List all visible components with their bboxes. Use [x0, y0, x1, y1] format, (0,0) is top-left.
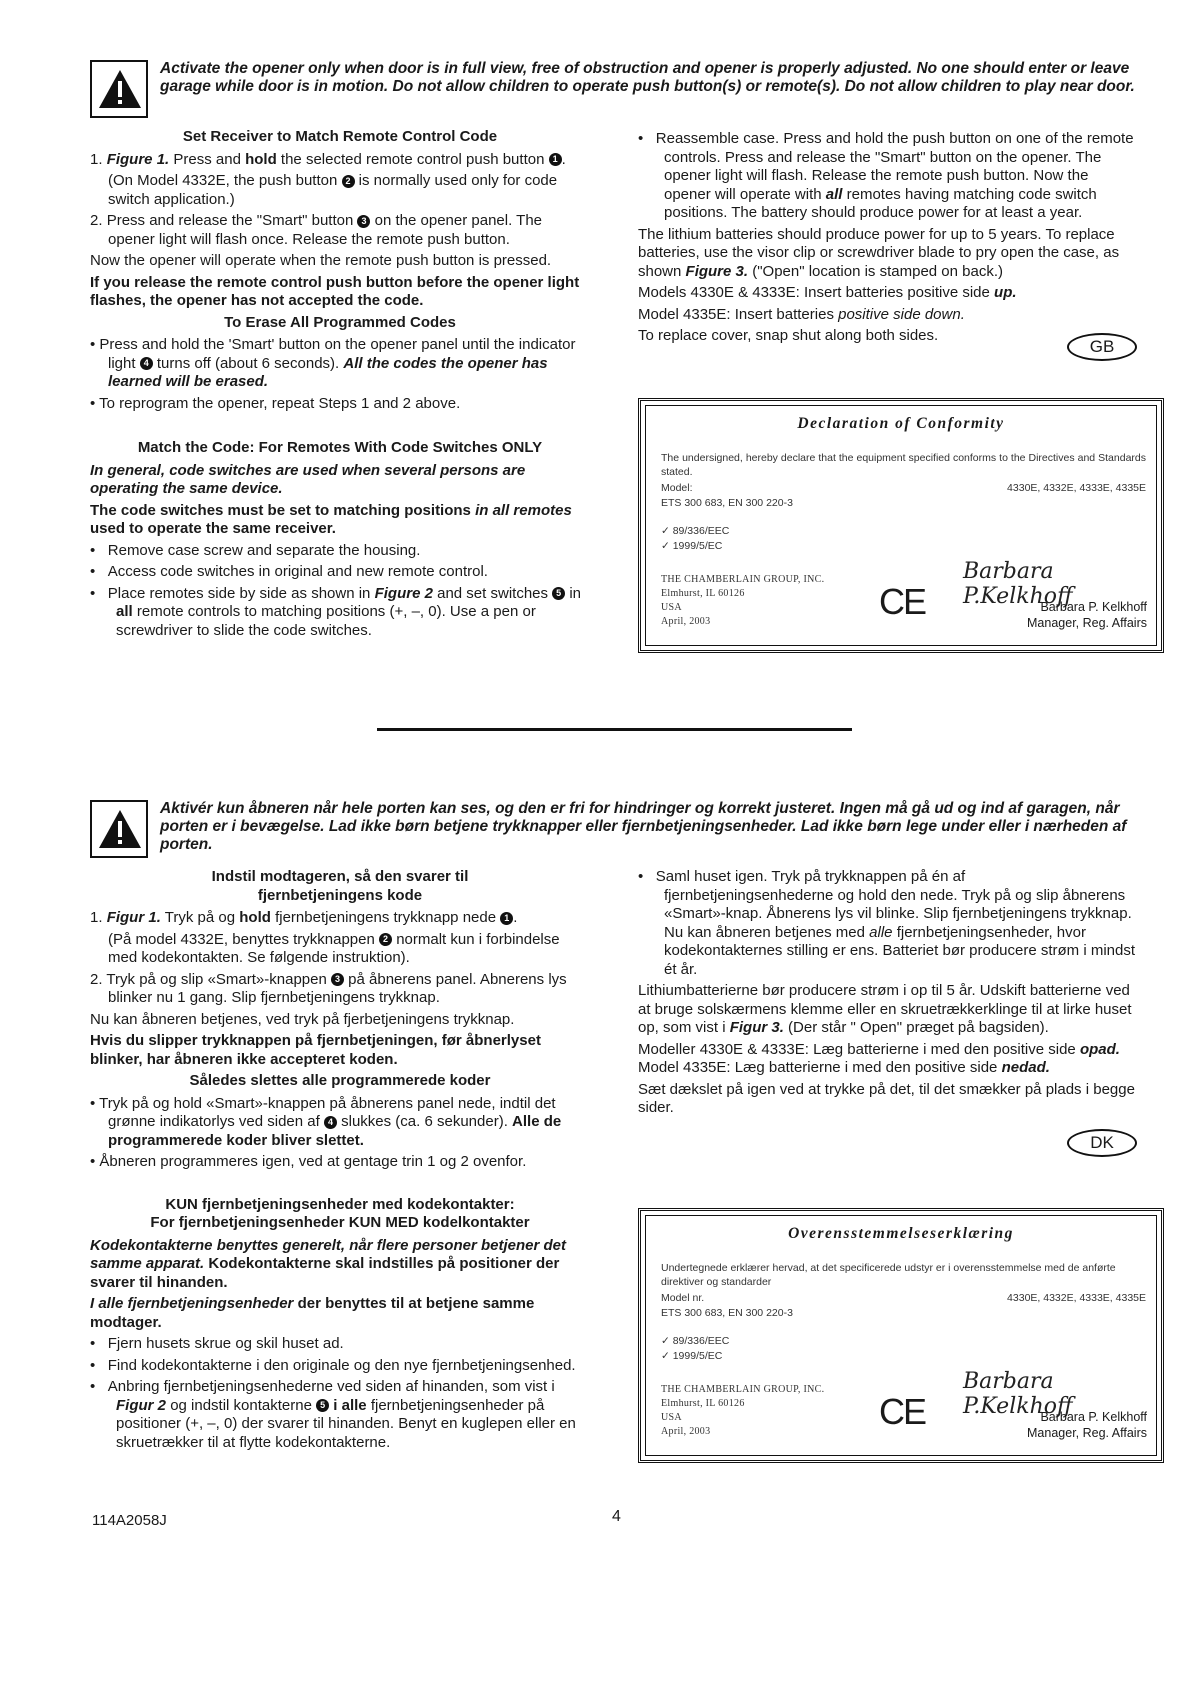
company-date: April, 2003 [661, 616, 711, 627]
bullet-reassemble: • Reassemble case. Press and hold the push button on one of the remote controls. Press and release the "Smart" button on the opener. The opener light will flash. Release the remote push button. Now the opener will operate with all remotes having matching code switch positions. The battery should produce power for at least a year. [638, 130, 1134, 221]
step-2: 2. Tryk på og slip «Smart»-knappen 3 på åbnerens panel. Abnerens lys blinker nu 1 gang. Slip fjernbetjeningens trykknap. [90, 970, 567, 1006]
warning-icon [90, 800, 148, 858]
declaration-standards: ETS 300 683, EN 300 220-3 [661, 497, 793, 509]
declaration-text: Undertegnede erklærer hervad, at det specificerede udstyr er i overensstemmelse med de anførte direktiver og standarder [661, 1262, 1116, 1288]
marker-2: 2 [342, 175, 355, 188]
section-heading: Set Receiver to Match Remote Control Code [182, 128, 498, 145]
marker-3: 3 [331, 973, 344, 986]
step-2: 2. Press and release the "Smart" button 3 on the opener panel. The opener light will flash once. Release the remote push button. [90, 212, 543, 248]
warning-text: Activate the opener only when door is in full view, free of obstruction and opener is properly adjusted. No one should enter or leave garage while door is in motion. Do not allow children to operate push button(s) or remote(s). Do not allow children to play near door. [160, 60, 1135, 95]
directive-1: ✓ 89/336/EEC [661, 1335, 730, 1347]
paragraph: Sæt dækslet på igen ved at trykke på det, til det smækker på plads i begge sider. [638, 1080, 1135, 1116]
bullet-reprogram: • To reprogram the opener, repeat Steps 1 and 2 above. [90, 394, 461, 412]
signature: Barbara P.Kelkhoff [963, 559, 1073, 609]
declaration-models: Model nr. 4330E, 4332E, 4333E, 4335E [661, 1292, 1146, 1304]
marker-1: 1 [549, 153, 562, 166]
signer-title: Manager, Reg. Affairs [1027, 616, 1147, 630]
company-city: Elmhurst, IL 60126 [661, 588, 745, 599]
bullet-remove: • Fjern husets skrue og skil huset ad. [90, 1335, 344, 1352]
paragraph: The lithium batteries should produce power for up to 5 years. To replace batteries, use the visor clip or screwdriver blade to pry open the case, as shown Figure 3. ("Open" location is stamped on back.) [638, 225, 1120, 280]
step-1: 1. Figure 1. Press and hold the selected remote control push button 1 . [90, 150, 566, 168]
page-number: 4 [612, 1508, 621, 1525]
match-heading: KUN fjernbetjeningsenheder med kodekontakter: [165, 1195, 515, 1213]
bullet-access: • Access code switches in original and new remote control. [90, 563, 488, 580]
bullet-place: • Place remotes side by side as shown in Figure 2 and set switches 5 in all remote controls to matching positions (+, –, 0). Use a pen or screwdriver to slide the code switches. [90, 584, 582, 639]
bullet-remove: • Remove case screw and separate the housing. [90, 541, 421, 559]
marker-2: 2 [379, 933, 392, 946]
directive-2: ✓ 1999/5/EC [661, 540, 723, 552]
company-date: April, 2003 [661, 1426, 711, 1437]
company-country: USA [661, 602, 682, 613]
match-subheading: For fjernbetjeningsenheder KUN MED kodelkontakter [150, 1214, 530, 1231]
marker-5: 5 [552, 587, 565, 600]
signer-title: Manager, Reg. Affairs [1027, 1426, 1147, 1440]
en-left-column [90, 128, 590, 643]
paragraph: Models 4330E & 4333E: Insert batteries positive side up. [638, 284, 1017, 301]
marker-4: 4 [140, 357, 153, 370]
warning-block-dk [90, 800, 1150, 878]
signature: Barbara P.Kelkhoff [963, 1369, 1073, 1419]
dk-left-column [90, 868, 590, 1455]
signer-name: Barbara P. Kelkhoff [1040, 600, 1147, 614]
bullet-reassemble: • Saml huset igen. Tryk på trykknappen på én af fjernbetjeningsenhederne og hold den nede. Tryk på og slip åbnerens «Smart»-knap. Åbnerens lys vil blinke. Slip fjernbetjeningens trykknap. Nu kan åbneren betjenes med alle fjernbetjeningsenheder, hvor kodekontakternes stilling er ens. Batteriet bør producere strøm i mindst ét år. [638, 868, 1136, 978]
paragraph: To replace cover, snap shut along both sides. [638, 327, 939, 344]
marker-1: 1 [500, 912, 513, 925]
paragraph-bold: If you release the remote control push button before the opener light flashes, the opener has not accepted the code. [90, 273, 580, 309]
paragraph: Modeller 4330E & 4333E: Læg batterierne i med den positive side opad. Model 4335E: Læg batterierne i med den positive side nedad. [638, 1040, 1120, 1076]
ce-mark: CE [879, 1391, 926, 1432]
bullet-reprogram: • Åbneren programmeres igen, ved at gentage trin 1 og 2 ovenfor. [90, 1153, 527, 1170]
declaration-box-dk [638, 1208, 1164, 1463]
paragraph: Nu kan åbneren betjenes, ved tryk på fjerbetjeningens trykknap. [90, 1010, 515, 1028]
paragraph: The code switches must be set to matching positions in all remotes used to operate the same receiver. [90, 501, 572, 537]
warning-text: Aktivér kun åbneren når hele porten kan ses, og den er fri for hindringer og korrekt justeret. Ingen må gå ud og ind af garagen, når porten er i bevægelse. Lad ikke børn betjene trykknapper eller fjernbetjeningsenheder. Lad ikke børn lege under eller i nærheden af porten. [160, 800, 1127, 853]
language-badge-dk: DK [1067, 1129, 1137, 1157]
en-right-column [638, 130, 1138, 349]
declaration-title: Overensstemmelseserklæring [788, 1225, 1014, 1242]
erase-heading: To Erase All Programmed Codes [224, 313, 456, 331]
dk-right-column [638, 868, 1138, 1121]
paragraph: Kodekontakterne benyttes generelt, når flere personer betjener det samme apparat. Kodekontakterne skal indstilles på positioner der svarer til hinanden. [90, 1236, 566, 1291]
declaration-title: Declaration of Conformity [797, 415, 1005, 432]
step-1-note: (On Model 4332E, the push button 2 is normally used only for code switch application.) [108, 172, 558, 208]
marker-5: 5 [316, 1399, 329, 1412]
directive-2: ✓ 1999/5/EC [661, 1350, 723, 1362]
signer-name: Barbara P. Kelkhoff [1040, 1410, 1147, 1424]
declaration-text: The undersigned, hereby declare that the equipment specified conforms to the Directives and Standards stated. [661, 452, 1146, 478]
company-city: Elmhurst, IL 60126 [661, 1398, 745, 1409]
bullet-place: • Anbring fjernbetjeningsenhederne ved siden af hinanden, som vist i Figur 2 og indstil kontakterne 5 i alle fjernbetjeningsenheder på positioner (+, –, 0) der svarer til hinanden. Benyt en kuglepen eller en skruetrækker til at flytte kodekontakterne. [90, 1378, 576, 1451]
directive-1: ✓ 89/336/EEC [661, 525, 730, 537]
match-heading: Match the Code: For Remotes With Code Switches ONLY [137, 439, 543, 456]
bullet-erase: • Tryk på og hold «Smart»-knappen på åbnerens panel nede, indtil det grønne indikatorlys ved siden af 4 slukkes (ca. 6 sekunder). Alle de programmerede koder bliver slettet. [90, 1094, 562, 1149]
document-number: 114A2058J [92, 1512, 167, 1529]
marker-4: 4 [324, 1116, 337, 1129]
company-name: THE CHAMBERLAIN GROUP, INC. [661, 1384, 825, 1395]
paragraph-bold: Hvis du slipper trykknappen på fjernbetjeningen, før åbnerlyset blinker, har åbneren ikke accepteret koden. [90, 1032, 541, 1068]
paragraph: Now the opener will operate when the remote push button is pressed. [90, 252, 552, 269]
marker-3: 3 [357, 215, 370, 228]
warning-icon [90, 60, 148, 118]
erase-heading: Således slettes alle programmerede koder [189, 1072, 491, 1089]
paragraph: Model 4335E: Insert batteries positive side down. [638, 305, 965, 323]
company-name: THE CHAMBERLAIN GROUP, INC. [661, 574, 825, 585]
language-badge-gb: GB [1067, 333, 1137, 361]
bullet-find: • Find kodekontakterne i den originale og den nye fjernbetjeningsenhed. [90, 1356, 576, 1374]
company-country: USA [661, 1412, 682, 1423]
declaration-standards: ETS 300 683, EN 300 220-3 [661, 1307, 793, 1319]
paragraph: I alle fjernbetjeningsenheder der benyttes til at betjene samme modtager. [90, 1295, 535, 1331]
step-1-note: (På model 4332E, benyttes trykknappen 2 normalt kun i forbindelse med kodekontakten. Se følgende instruktion). [108, 930, 560, 966]
declaration-models: Model: 4330E, 4332E, 4333E, 4335E [661, 482, 1146, 494]
step-1: 1. Figur 1. Tryk på og hold fjernbetjeningens trykknapp nede 1 . [90, 909, 518, 926]
warning-block-en [90, 60, 1150, 138]
section-divider [377, 728, 852, 731]
declaration-box-en [638, 398, 1164, 653]
bullet-erase: • Press and hold the 'Smart' button on the opener panel until the indicator light 4 turns off (about 6 seconds). All the codes the opener has learned will be erased. [90, 336, 576, 390]
paragraph: In general, code switches are used when several persons are operating the same device. [90, 461, 526, 497]
section-heading: Indstil modtageren, så den svarer til fjernbetjeningens kode [211, 868, 469, 904]
ce-mark: CE [879, 581, 926, 622]
paragraph: Lithiumbatterierne bør producere strøm i op til 5 år. Udskift batterierne ved at bruge solskærmens klemme eller en skruetrækkerklinge til at lirke huset op, som vist i Figur 3. (Der står " Open" præget på bagsiden). [638, 982, 1132, 1036]
